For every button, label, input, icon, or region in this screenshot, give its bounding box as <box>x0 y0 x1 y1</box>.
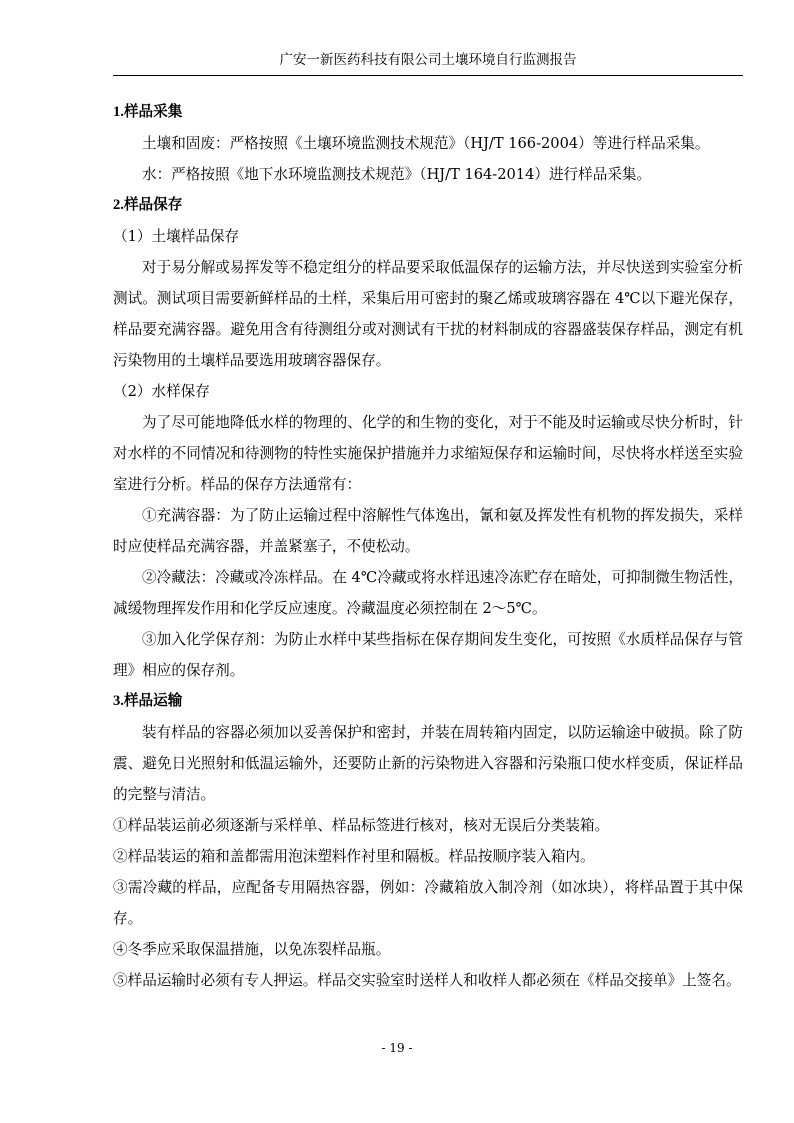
water-sampling-paragraph: 水：严格按照《地下水环境监测技术规范》（HJ/T 164-2014）进行样品采集。 <box>142 166 652 183</box>
storage-method-2: ②冷藏法：冷藏或冷冻样品。在 4℃冷藏或将水样迅速冷冻贮存在暗处，可抑制微生物活性，减缓物理挥发作用和化学反应速度。冷藏温度必须控制在 2～5℃。 <box>113 569 743 617</box>
soil-sampling-paragraph: 土壤和固废：严格按照《土壤环境监测技术规范》（HJ/T 166-2004）等进行样品采集。 <box>142 135 710 152</box>
transport-item-4: ④冬季应采取保温措施，以免冻裂样品瓶。 <box>113 941 391 958</box>
page-header: 广安一新医药科技有限公司土壤环境自行监测报告 <box>279 52 577 68</box>
transport-item-3: ③需冷藏的样品，应配备专用隔热容器，例如：冷藏箱放入制冷剂（如冰块），将样品置于其中保存。 <box>113 879 743 927</box>
section-2-heading: 2.样品保存 <box>113 197 183 213</box>
soil-storage-subheading: （1）土壤样品保存 <box>113 228 240 245</box>
transport-item-5: ⑤样品运输时必须有专人押运。样品交实验室时送样人和收样人都必须在《样品交接单》上签名。 <box>113 972 741 989</box>
storage-method-1: ①充满容器：为了防止运输过程中溶解性气体逸出，氰和氨及挥发性有机物的挥发损失，采样时应使样品充满容器，并盖紧塞子，不使松动。 <box>113 507 743 555</box>
storage-method-3: ③加入化学保存剂：为防止水样中某些指标在保存期间发生变化，可按照《水质样品保存与管理》相应的保存剂。 <box>113 631 743 679</box>
transport-intro-paragraph: 装有样品的容器必须加以妥善保护和密封，并装在周转箱内固定，以防运输途中破损。除了防震、避免日光照射和低温运输外，还要防止新的污染物进入容器和污染瓶口使水样变质，保证样品的完整与清洁。 <box>113 724 743 803</box>
page-number: - 19 - <box>381 1041 413 1055</box>
document-body <box>113 97 743 996</box>
section-1-heading: 1.样品采集 <box>113 104 183 120</box>
header-rule <box>113 75 743 76</box>
soil-storage-paragraph: 对于易分解或易挥发等不稳定组分的样品要采取低温保存的运输方法，并尽快送到实验室分析测试。测试项目需要新鲜样品的土样，采集后用可密封的聚乙烯或玻璃容器在 4℃以下避光保存，样品要充满容器。避免用含有待测组分或对测试有干扰的材料制成的容器盛装保存样品，测定有机污染物用的土壤样品要选用玻璃容器保存。 <box>113 259 743 369</box>
transport-item-1: ①样品装运前必须逐渐与采样单、样品标签进行核对，核对无误后分类装箱。 <box>113 817 610 834</box>
water-storage-subheading: （2）水样保存 <box>113 383 210 400</box>
water-storage-paragraph: 为了尽可能地降低水样的物理的、化学的和生物的变化，对于不能及时运输或尽快分析时，针对水样的不同情况和待测物的特性实施保护措施并力求缩短保存和运输时间，尽快将水样送至实验室进行分析。样品的保存方法通常有： <box>113 414 743 493</box>
transport-item-2: ②样品装运的箱和盖都需用泡沫塑料作衬里和隔板。样品按顺序装入箱内。 <box>113 848 595 865</box>
section-3-heading: 3.样品运输 <box>113 693 183 709</box>
